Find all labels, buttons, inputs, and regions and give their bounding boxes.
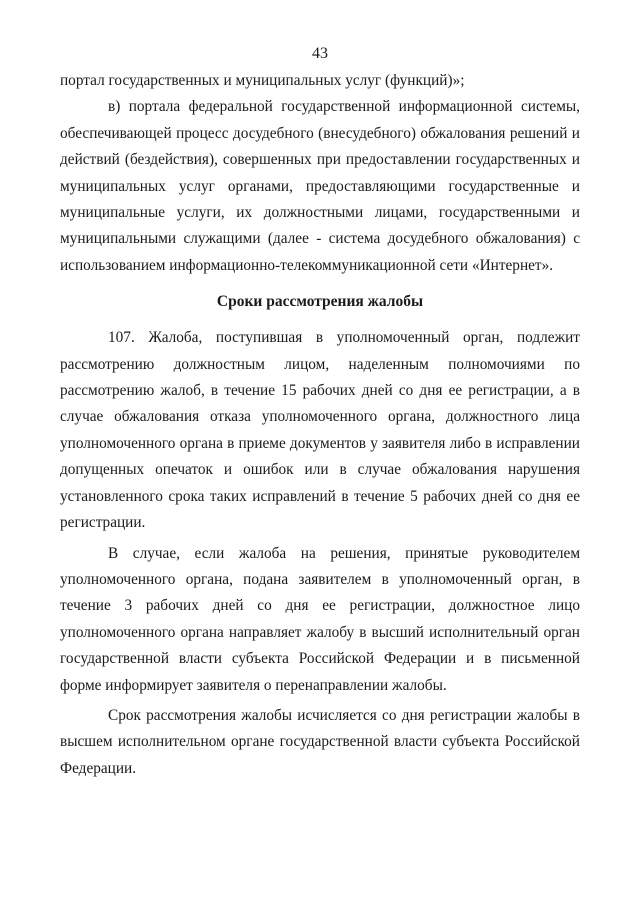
page-number: 43	[312, 45, 328, 62]
section-heading: Сроки рассмотрения жалобы	[216, 293, 424, 311]
paragraph-term-start: Срок рассмотрения жалобы исчисляется со дня регистрации жалобы в высшем исполнительном органе государственной власти субъекта Российской Федерации.	[60, 706, 580, 777]
paragraph-item-v: в) портала федеральной государственной информационной системы, обеспечивающей процесс досудебного (внесудебного) обжалования решений и действий (бездействия), совершенных при предоставлении государственных и муниципальных услуг органами, предоставляющими государственные и муниципальные услуги, их должностными лицами, государственными и муниципальными служащими (далее - система досудебного обжалования) с использованием информационно-телекоммуникационной сети «Интернет».	[60, 98, 580, 274]
paragraph-redirect-case: В случае, если жалоба на решения, принятые руководителем уполномоченного органа, подана заявителем в уполномоченный орган, в течение 3 рабочих дней со дня ее регистрации, должностное лицо уполномоченного органа направляет жалобу в высший исполнительный орган государственной власти субъекта Российской Федерации и в письменной форме информирует заявителя о перенаправлении жалобы.	[60, 544, 580, 694]
document-body	[60, 68, 580, 782]
paragraph-continuation: портал государственных и муниципальных услуг (функций)»;	[60, 72, 465, 89]
paragraph-107: 107. Жалоба, поступившая в уполномоченный орган, подлежит рассмотрению должностным лицом, наделенным полномочиями по рассмотрению жалоб, в течение 15 рабочих дней со дня ее регистрации, а в случае обжалования отказа уполномоченного органа, должностного лица уполномоченного органа в приеме документов у заявителя либо в исправлении допущенных опечаток и ошибок или в случае обжалования нарушения установленного срока таких исправлений в течение 5 рабочих дней со дня ее регистрации.	[60, 329, 580, 532]
